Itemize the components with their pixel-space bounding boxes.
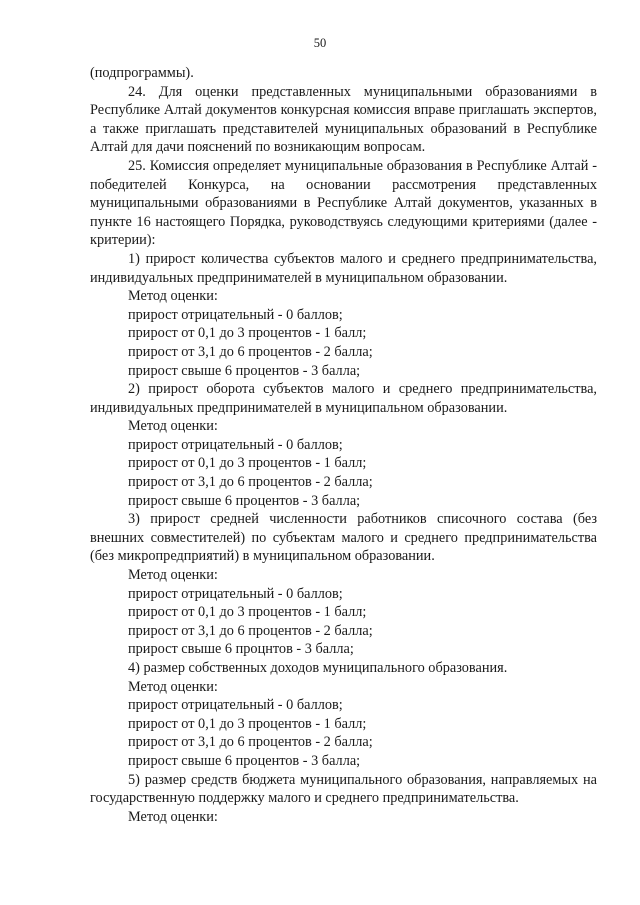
criterion-2-item: прирост от 0,1 до 3 процентов - 1 балл; [128, 455, 367, 472]
criterion-4-item: прирост от 0,1 до 3 процентов - 1 балл; [128, 715, 367, 732]
paragraph-25: 25. Комиссия определяет муниципальные образования в Республике Алтай - победителей Конкурса, на основании рассмотрения представленных муниципальными образованиями в Республике Алтай документов, указанных в пункте 16 настоящего Порядка, руководствуясь следующими критериями (далее - критерии): [90, 157, 597, 249]
criterion-4-item: прирост отрицательный - 0 баллов; [128, 697, 343, 714]
criterion-2-title: 2) прирост оборота субъектов малого и среднего предпринимательства, индивидуальных предпринимателей в муниципальном образовании. [90, 381, 597, 416]
criterion-1-item: прирост свыше 6 процентов - 3 балла; [128, 362, 361, 379]
criterion-3-item: прирост от 3,1 до 6 процентов - 2 балла; [128, 622, 373, 639]
criterion-1-item: прирост от 0,1 до 3 процентов - 1 балл; [128, 325, 367, 342]
criterion-4-item: прирост свыше 6 процентов - 3 балла; [128, 752, 361, 769]
criterion-5-method-label: Метод оценки: [128, 808, 218, 825]
criterion-4-item: прирост от 3,1 до 6 процентов - 2 балла; [128, 734, 373, 751]
criterion-2-item: прирост свыше 6 процентов - 3 балла; [128, 492, 361, 509]
criterion-3-item: прирост отрицательный - 0 баллов; [128, 585, 343, 602]
criterion-5-title: 5) размер средств бюджета муниципального образования, направляемых на государственную поддержку малого и среднего предпринимательства. [90, 771, 597, 807]
criterion-3-item: прирост от 0,1 до 3 процентов - 1 балл; [128, 604, 367, 621]
paragraph-continuation: (подпрограммы). [90, 65, 194, 81]
criterion-1-item: прирост отрицательный - 0 баллов; [128, 306, 343, 323]
criterion-4-method-label: Метод оценки: [128, 678, 218, 695]
criterion-2-item: прирост от 3,1 до 6 процентов - 2 балла; [128, 474, 373, 491]
criterion-3-title: 3) прирост средней численности работников списочного состава (без внешних совместителей) по субъектам малого и среднего предпринимательства (без микропредприятий) в муниципальном образовании. [90, 511, 597, 565]
criterion-1-item: прирост от 3,1 до 6 процентов - 2 балла; [128, 343, 373, 360]
criterion-3-method-label: Метод оценки: [128, 567, 218, 584]
criterion-1-title: 1) прирост количества субъектов малого и среднего предпринимательства, индивидуальных предпринимателей в муниципальном образовании. [90, 250, 597, 286]
document-body [90, 64, 597, 826]
paragraph-24: 24. Для оценки представленных муниципальными образованиями в Республике Алтай документов конкурсная комиссия вправе приглашать экспертов, а также приглашать представителей муниципальных образований в Республике Алтай для дачи пояснений по возникающим вопросам. [90, 83, 597, 156]
criterion-2-method-label: Метод оценки: [128, 418, 218, 435]
page-number: 50 [313, 36, 327, 50]
criterion-4-title: 4) размер собственных доходов муниципального образования. [128, 660, 508, 676]
criterion-3-item: прирост свыше 6 процнтов - 3 балла; [128, 641, 354, 658]
criterion-1-method-label: Метод оценки: [128, 288, 218, 305]
criterion-2-item: прирост отрицательный - 0 баллов; [128, 436, 343, 453]
